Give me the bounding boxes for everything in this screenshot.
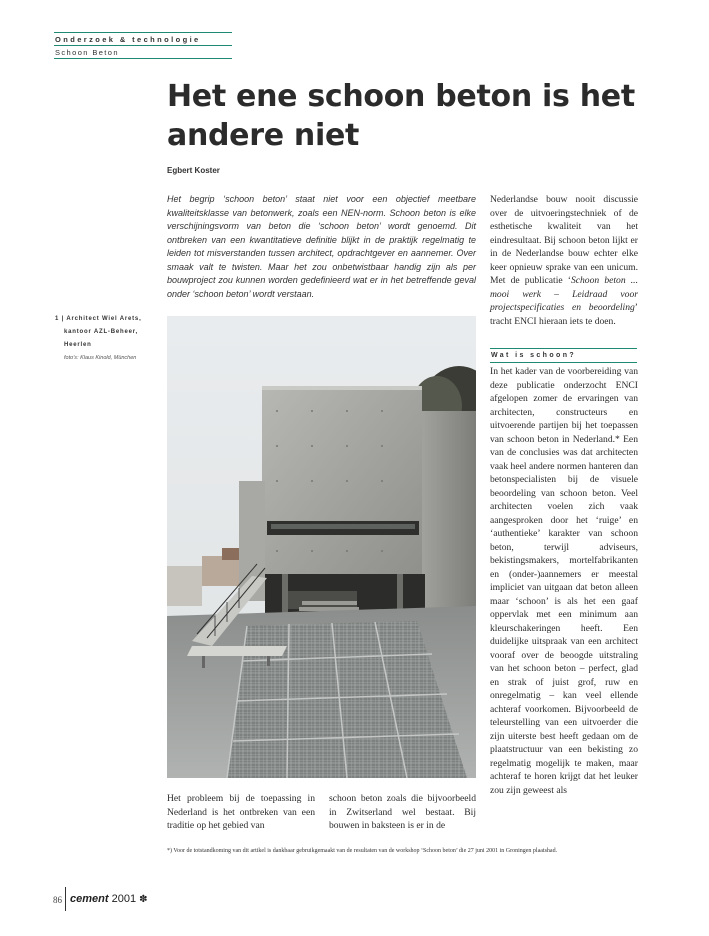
magazine-title: cement bbox=[70, 893, 109, 905]
subsection-label: Schoon Beton bbox=[55, 48, 119, 57]
body-column-3-main: In het kader van de voorbereiding van deze publicatie onderzocht ENCI afgelopen zomer de ervaringen van architecten, constructeurs en uitvoerende partijen bij het toepassen van schoon beton in Nederland.* Een van de conclusies was dat architecten vaak heel andere normen hanteren dan betonspecialisten bij de visuele beoordeling van schoon beton. Veel architecten voelen zich vaak aangesproken door het ‘ruige’ en ‘authentieke’ karakter van schoon beton, terwijl adviseurs, bekistingsmakers, mortelfabrikanten en (onder-)aannemers er meestal impliciet van uitgaan dat beton alleen maar ‘schoon’ is als het een gaaf oppervlak met een minimum aan kleurschakeringen heeft. Een duidelijke uitspraak van een architect vooraf over de beoogde uitstraling van het schoon beton – perfect, glad en strak of juist grof, ruw en onregelmatig – kan veel ellende achteraf voorkomen. Bijvoorbeeld de teleurstelling van een uitvoerder die zijn uiterste best heeft gedaan om de plaatstructuur van een bekisting zo regelmatig mogelijk te maken, maar achteraf te horen krijgt dat het leuker zou zijn geweest als bbox=[490, 366, 638, 796]
folio-divider bbox=[65, 887, 66, 911]
body-column-2: schoon beton zoals die bijvoorbeeld in Zwitserland wel bestaat. Bij bouwen in baksteen is er in de bbox=[329, 793, 476, 831]
caption-line-3: Heerlen bbox=[64, 342, 92, 348]
magazine-name bbox=[70, 893, 148, 905]
publication-title: Schoon beton ... mooi werk – Leidraad voor projectspecificaties en beoordeling bbox=[490, 275, 638, 313]
footnote: *) Voor de totstandkoming van dit artikel is dankbaar gebruikgemaakt van de resultaten van de workshop ‘Schoon beton’ die 27 juni 2001 in Groningen plaatshad. bbox=[167, 848, 558, 854]
caption-line-1: 1 | Architect Wiel Arets, bbox=[55, 316, 142, 322]
header-rule-middle bbox=[54, 45, 232, 46]
col3-intro-a: Nederlandse bouw nooit discussie over de uitvoeringstechniek of de esthetische kwaliteit van het eindresultaat. Bij schoon beton lijkt er in de Nederlandse bouw echter elke keer opnieuw sprake van een unicum. Met de publicatie ‘ bbox=[490, 194, 638, 286]
subhead-wat-is-schoon: Wat is schoon? bbox=[491, 352, 577, 359]
col3-intro-b: ’ tracht ENCI hieraan iets te doen. bbox=[490, 302, 638, 327]
title-line-1: Het ene schoon beton is het bbox=[167, 79, 635, 114]
subhead-rule-bottom bbox=[490, 362, 637, 363]
title-line-2: andere niet bbox=[167, 118, 360, 153]
header-rule-bottom bbox=[54, 58, 232, 59]
section-label: Onderzoek & technologie bbox=[55, 35, 201, 44]
building-photo bbox=[167, 316, 476, 778]
page-number: 86 bbox=[53, 895, 62, 905]
body-column-1: Het probleem bij de toepassing in Nederland is het ontbreken van een traditie op het gebied van bbox=[167, 793, 315, 831]
intro-paragraph: Het begrip ‘schoon beton’ staat niet voor een objectief meetbare kwaliteitsklasse van betonwerk, zoals een NEN-norm. Schoon beton is elke verschijningsvorm van beton die ‘schoon beton’ wordt genoemd. Dit ontbreken van een kwantitatieve definitie blijkt in de praktijk regelmatig te leiden tot misverstanden tussen architect, opdrachtgever en aannemer. Over smaak valt te twisten. Maar het zou onbetwistbaar handig zijn als per bouwproject zou kunnen worden gedefinieerd wat er in het betreffende geval onder ‘schoon beton’ wordt verstaan. bbox=[167, 194, 476, 299]
subhead-rule-top bbox=[490, 348, 637, 349]
author: Egbert Koster bbox=[167, 166, 220, 175]
magazine-logo-icon: ✽ bbox=[139, 894, 148, 905]
caption-line-2: kantoor AZL-Beheer, bbox=[64, 329, 138, 335]
body-column-3-intro bbox=[490, 193, 638, 328]
magazine-year: 2001 bbox=[111, 893, 137, 905]
photo-credit: foto’s: Klaus Kinold, München bbox=[64, 355, 137, 361]
article-title bbox=[167, 77, 647, 155]
header-rule-top bbox=[54, 32, 232, 33]
